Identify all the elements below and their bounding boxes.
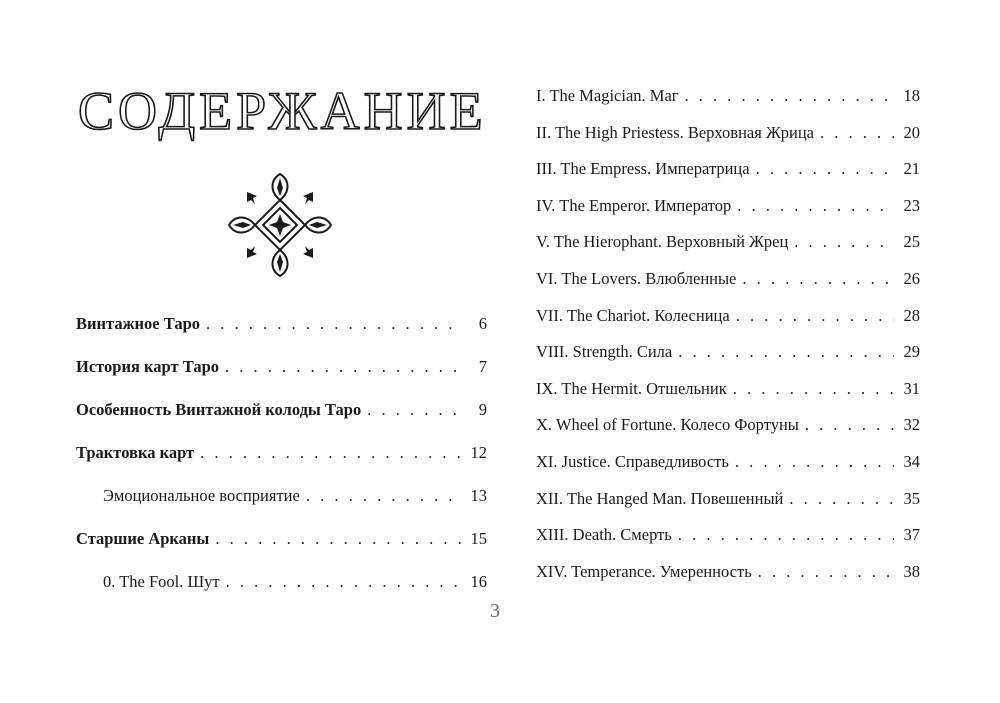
toc-entry-page: 28 (903, 305, 920, 325)
toc-leader-dots (736, 306, 894, 326)
toc-entry[interactable] (536, 525, 920, 562)
floral-ornament-icon (225, 170, 335, 280)
toc-entry[interactable] (536, 232, 920, 269)
page-title: СОДЕРЖАНИЕ (78, 81, 487, 141)
toc-leader-dots (789, 489, 894, 509)
toc-entry[interactable] (536, 562, 920, 599)
toc-entry-label: VI. The Lovers. Влюбленные (536, 268, 737, 288)
toc-entry-page: 35 (903, 488, 920, 508)
toc-leader-dots (685, 86, 894, 106)
toc-entry-label: III. The Empress. Императрица (536, 159, 750, 179)
toc-leader-dots (733, 379, 894, 399)
toc-leader-dots (742, 269, 894, 289)
toc-left-column (76, 314, 487, 615)
toc-entry-page: 7 (478, 357, 487, 376)
toc-entry-page: 23 (903, 195, 920, 215)
toc-entry[interactable] (536, 159, 920, 196)
toc-entry-label: V. The Hierophant. Верховный Жрец (536, 232, 789, 252)
toc-entry[interactable] (536, 342, 920, 379)
toc-entry[interactable] (536, 452, 920, 489)
toc-leader-dots (735, 452, 894, 472)
toc-leader-dots (206, 314, 461, 334)
toc-leader-dots (306, 486, 461, 506)
toc-entry[interactable] (76, 443, 487, 486)
toc-entry-label: XII. The Hanged Man. Повешенный (536, 488, 784, 508)
toc-entry-page: 31 (903, 378, 920, 398)
toc-entry[interactable] (536, 415, 920, 452)
toc-right-column (536, 86, 920, 598)
toc-entry[interactable] (536, 306, 920, 343)
toc-entry-label: X. Wheel of Fortune. Колесо Фортуны (536, 415, 799, 435)
toc-entry[interactable] (536, 123, 920, 160)
toc-leader-dots (200, 443, 461, 463)
toc-entry[interactable] (536, 196, 920, 233)
toc-leader-dots (367, 400, 461, 420)
toc-entry-page: 26 (903, 268, 920, 288)
toc-entry[interactable] (76, 400, 487, 443)
toc-leader-dots (805, 415, 894, 435)
toc-entry[interactable] (76, 357, 487, 400)
toc-entry-page: 20 (903, 122, 920, 142)
toc-entry-label: XIV. Temperance. Умеренность (536, 561, 752, 581)
toc-entry-label: История карт Таро (76, 357, 219, 376)
toc-entry-label: Трактовка карт (76, 443, 195, 462)
page-number: 3 (490, 600, 500, 622)
toc-leader-dots (225, 357, 461, 377)
toc-entry-page: 25 (903, 232, 920, 252)
toc-entry[interactable] (76, 314, 487, 357)
toc-entry[interactable] (536, 489, 920, 526)
toc-entry-page: 9 (478, 400, 487, 419)
toc-entry-label: II. The High Priestess. Верховная Жрица (536, 122, 814, 142)
toc-entry-label: Особенность Винтажной колоды Таро (76, 400, 362, 419)
toc-entry[interactable] (76, 572, 487, 615)
toc-entry-page: 13 (470, 486, 487, 505)
toc-leader-dots (678, 525, 894, 545)
toc-entry-label: I. The Magician. Маг (536, 86, 679, 105)
toc-entry-label: Эмоциональное восприятие (103, 486, 300, 505)
toc-leader-dots (820, 123, 894, 143)
toc-entry-page: 37 (903, 525, 920, 545)
toc-entry-page: 29 (903, 342, 920, 362)
toc-entry-page: 6 (478, 314, 487, 333)
toc-entry[interactable] (76, 486, 487, 529)
toc-entry-page: 32 (903, 415, 920, 435)
toc-leader-dots (794, 232, 894, 252)
toc-leader-dots (756, 159, 894, 179)
toc-entry[interactable] (76, 529, 487, 572)
toc-entry[interactable] (536, 379, 920, 416)
toc-entry[interactable] (536, 86, 920, 123)
toc-entry-page: 15 (470, 529, 487, 548)
toc-entry-label: VII. The Chariot. Колесница (536, 305, 730, 325)
toc-entry[interactable] (536, 269, 920, 306)
toc-entry-label: IX. The Hermit. Отшельник (536, 378, 727, 398)
toc-leader-dots (737, 196, 894, 216)
toc-leader-dots (678, 342, 894, 362)
toc-leader-dots (226, 572, 461, 592)
toc-entry-label: 0. The Fool. Шут (103, 572, 220, 591)
toc-entry-page: 18 (903, 86, 920, 105)
toc-entry-page: 21 (903, 159, 920, 179)
toc-entry-label: XI. Justice. Справедливость (536, 451, 729, 471)
toc-leader-dots (215, 529, 461, 549)
toc-entry-label: Старшие Арканы (76, 529, 210, 548)
toc-entry-label: IV. The Emperor. Император (536, 195, 732, 215)
toc-entry-label: Винтажное Таро (76, 314, 201, 333)
toc-entry-page: 12 (470, 443, 487, 462)
toc-entry-label: VIII. Strength. Сила (536, 342, 673, 362)
toc-entry-label: XIII. Death. Смерть (536, 525, 672, 545)
toc-leader-dots (758, 562, 894, 582)
toc-entry-page: 38 (903, 561, 920, 581)
toc-entry-page: 34 (903, 451, 920, 471)
toc-entry-page: 16 (470, 572, 487, 591)
